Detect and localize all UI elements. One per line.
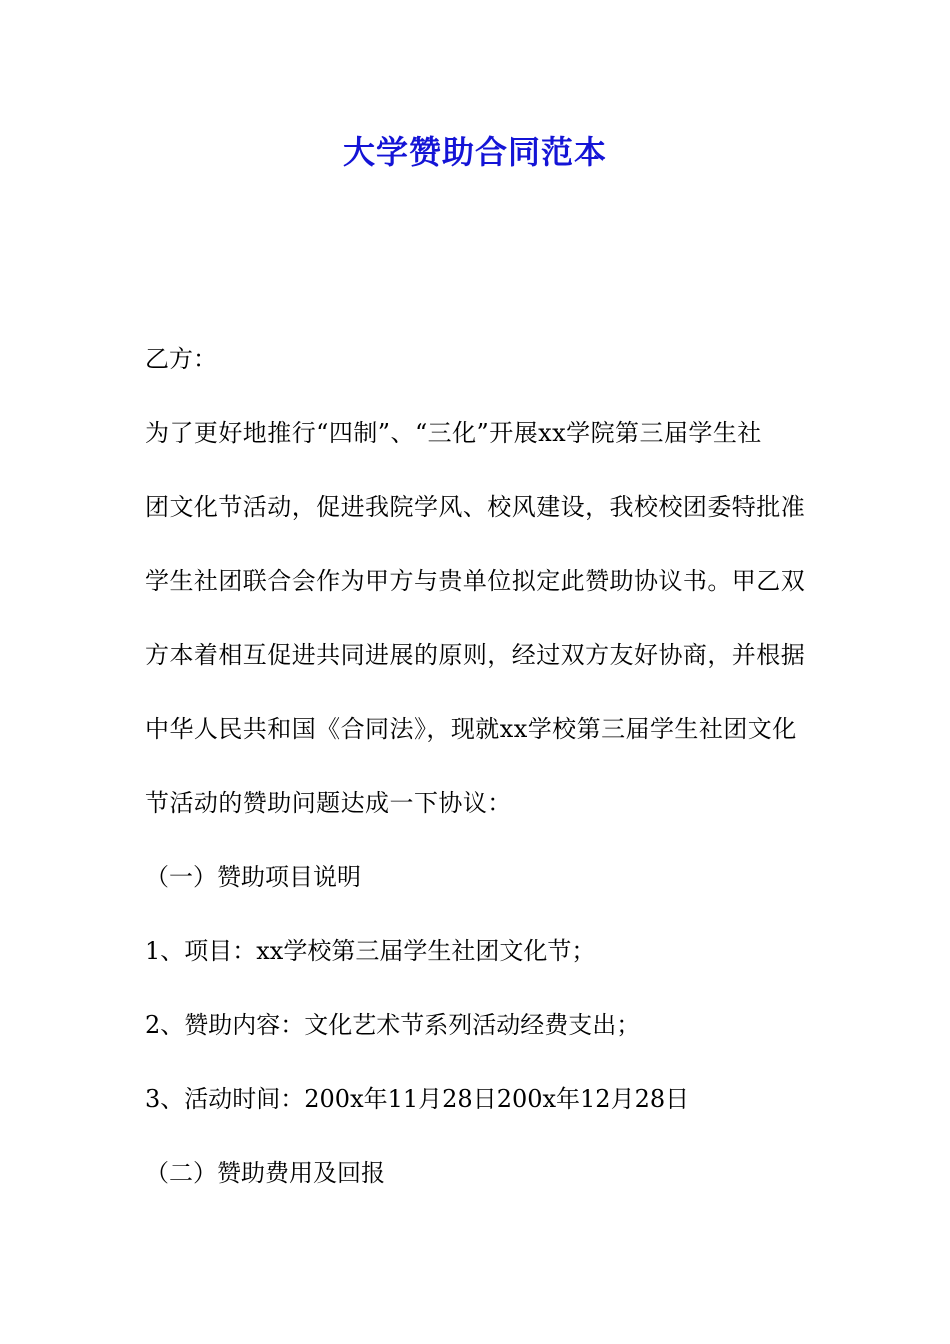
paragraph-line: 团文化节活动，促进我院学风、校风建设，我校校团委特批准 (145, 493, 806, 521)
list-item: 1、项目：xx学校第三届学生社团文化节； (145, 937, 596, 965)
paragraph-line: 为了更好地推行“四制”、“三化”开展xx学院第三届学生社 (145, 419, 762, 447)
paragraph-line: 中华人民共和国《合同法》，现就xx学校第三届学生社团文化 (145, 715, 797, 743)
salutation: 乙方： (145, 345, 217, 373)
list-item: 2、赞助内容：文化艺术节系列活动经费支出； (145, 1011, 641, 1039)
paragraph-line: 方本着相互促进共同进展的原则，经过双方友好协商，并根据 (145, 641, 806, 669)
paragraph-line: 节活动的赞助问题达成一下协议： (145, 789, 512, 817)
section-heading-sponsorship-fees: （二）赞助费用及回报 (145, 1159, 385, 1187)
paragraph-line: 学生社团联合会作为甲方与贵单位拟定此赞助协议书。甲乙双 (145, 567, 806, 595)
list-item: 3、活动时间：200x年11月28日200x年12月28日 (145, 1085, 690, 1113)
section-heading-sponsorship-project: （一）赞助项目说明 (145, 863, 361, 891)
document-title: 大学赞助合同范本 (342, 133, 607, 171)
document-body (145, 333, 815, 1221)
